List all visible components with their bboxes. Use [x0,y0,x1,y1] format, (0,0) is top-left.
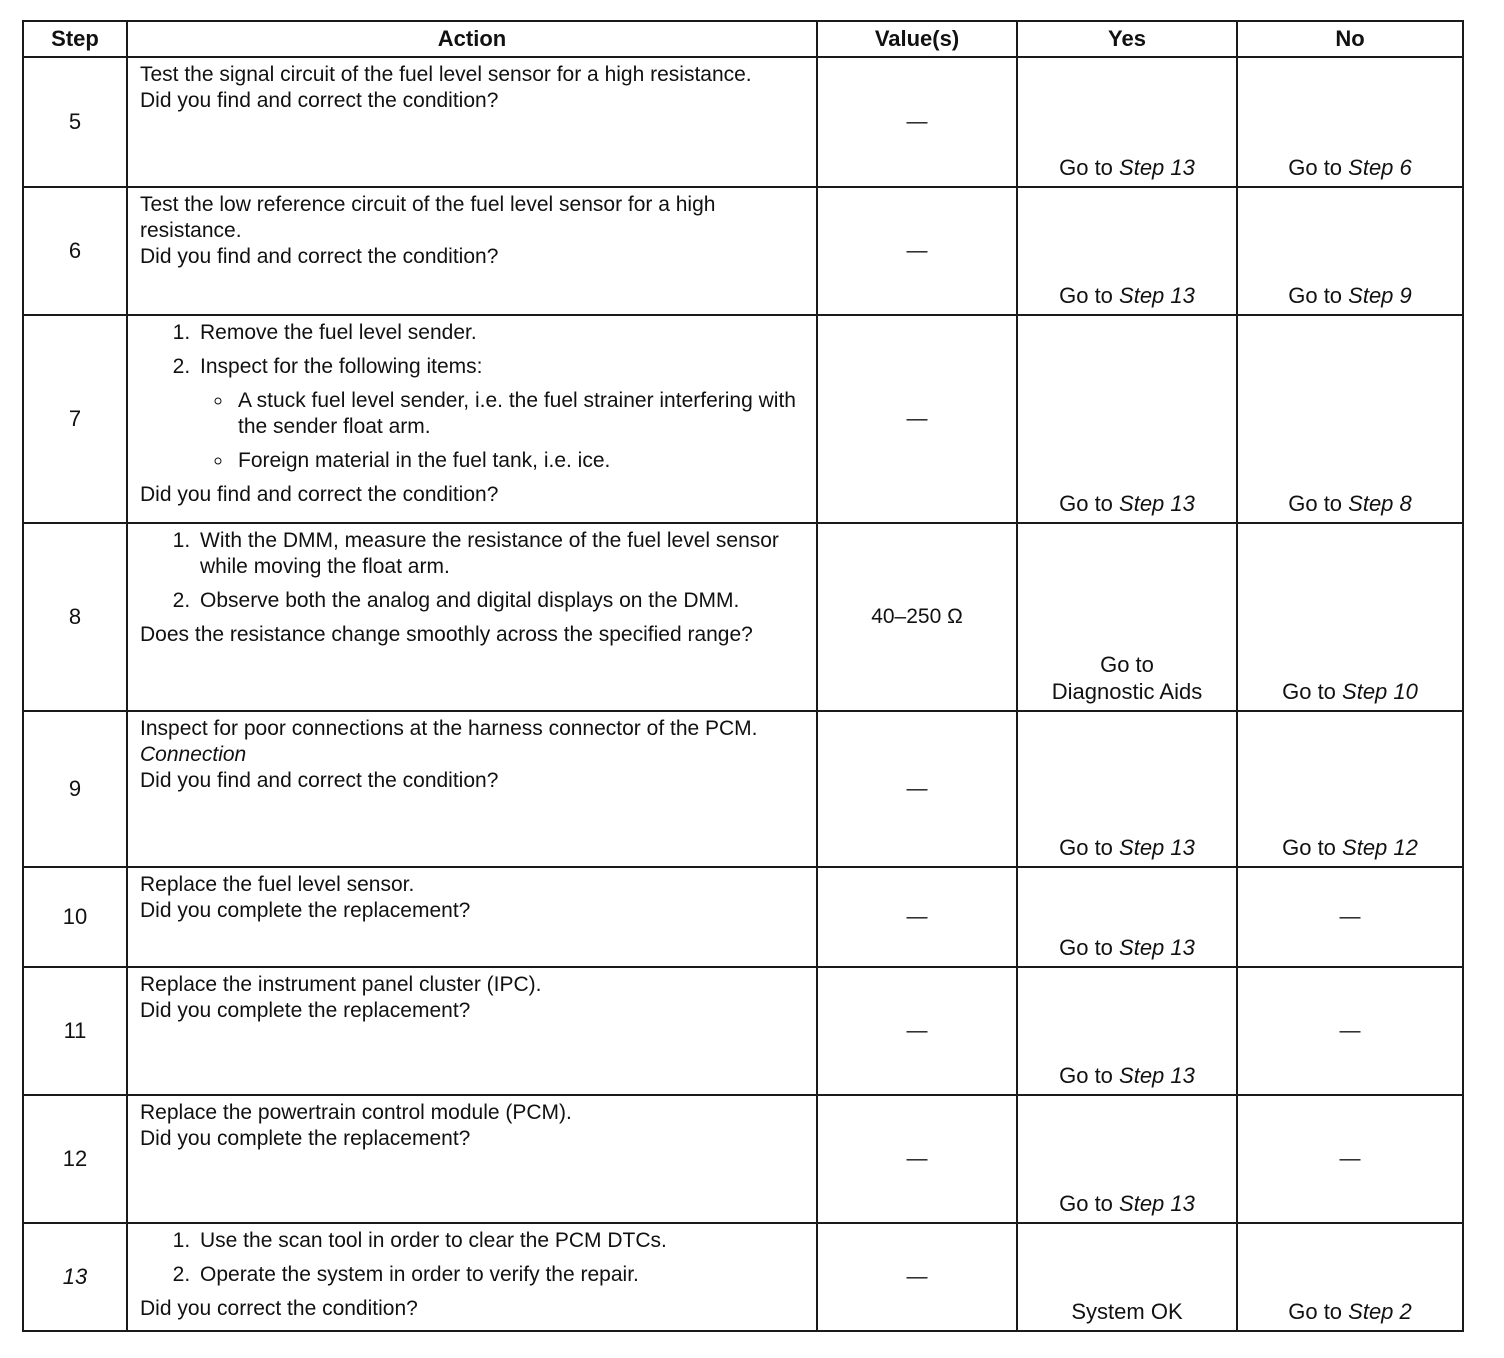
action-text: Replace the fuel level sensor. [140,873,415,896]
table-row [23,315,1463,523]
action-text: Inspect for poor connections at the harness connector of the PCM. [140,717,758,740]
header-no: No [1237,21,1463,57]
yes-prefix: Go to [1059,835,1120,860]
no-prefix: Go to [1288,155,1349,180]
step-number: 8 [23,523,127,711]
question-text: Did you complete the replacement? [140,899,471,922]
yes-cell [1017,967,1237,1095]
no-prefix: Go to [1282,679,1343,704]
table-row [23,1223,1463,1331]
action-cell [127,57,817,187]
yes-step-ref: Step 13 [1119,935,1195,960]
no-cell [1237,1223,1463,1331]
yes-step-ref: Step 13 [1119,491,1195,516]
yes-step-ref: Step 13 [1119,283,1195,308]
no-cell [1237,523,1463,711]
no-cell [1237,187,1463,315]
yes-cell [1017,315,1237,523]
yes-cell [1017,187,1237,315]
yes-prefix: Go to [1059,1191,1120,1216]
yes-prefix: Go to [1059,155,1120,180]
yes-prefix: Go to [1059,935,1120,960]
step-number: 9 [23,711,127,867]
numbered-list [140,1228,806,1288]
step-number: 10 [23,867,127,967]
value-cell: — [817,967,1017,1095]
table-row [23,57,1463,187]
no-step-ref: Step 9 [1348,283,1412,308]
no-prefix: Go to [1288,491,1349,516]
value-cell: — [817,1095,1017,1223]
header-values: Value(s) [817,21,1017,57]
value-cell: — [817,187,1017,315]
numbered-list [140,528,806,614]
no-step-ref: Step 6 [1348,155,1412,180]
question-text: Did you find and correct the condition? [140,245,499,268]
list-item-text: Inspect for the following items: [200,355,483,378]
bullet-item: ◦ A stuck fuel level sender, i.e. the fuel strainer interfering with the sender float arm. [234,388,806,440]
table-row [23,967,1463,1095]
no-cell [1237,57,1463,187]
list-item: 2. Operate the system in order to verify the repair. [196,1262,806,1288]
value-cell: 40–250 Ω [817,523,1017,711]
action-text: Replace the instrument panel cluster (IPC). [140,973,542,996]
step-number: 12 [23,1095,127,1223]
no-cell [1237,315,1463,523]
yes-step-ref: Step 13 [1119,1191,1195,1216]
no-step-ref: Step 2 [1348,1299,1412,1324]
no-cell: — [1237,867,1463,967]
value-cell: — [817,315,1017,523]
yes-text-line-1: Go to [1100,652,1154,677]
yes-prefix: Go to [1059,283,1120,308]
question-text: Did you find and correct the condition? [140,769,499,792]
step-number: 7 [23,315,127,523]
action-text: Test the low reference circuit of the fuel level sensor for a high resistance. [140,193,716,242]
action-cell [127,1095,817,1223]
yes-cell [1017,867,1237,967]
action-cell [127,711,817,867]
no-prefix: Go to [1288,1299,1349,1324]
no-step-ref: Step 10 [1342,679,1418,704]
value-cell: — [817,711,1017,867]
yes-step-ref: Step 13 [1119,155,1195,180]
question-text: Did you find and correct the condition? [140,89,499,112]
action-cell [127,187,817,315]
action-cell [127,867,817,967]
question-text: Did you find and correct the condition? [140,483,499,506]
yes-cell [1017,523,1237,711]
yes-cell: System OK [1017,1223,1237,1331]
numbered-list [140,320,806,474]
no-prefix: Go to [1288,283,1349,308]
yes-step-ref: Step 13 [1119,835,1195,860]
yes-step-ref: Step 13 [1119,1063,1195,1088]
question-text: Did you complete the replacement? [140,999,471,1022]
action-cell [127,967,817,1095]
action-text: Replace the powertrain control module (PCM). [140,1101,572,1124]
no-cell: — [1237,1095,1463,1223]
table-row [23,187,1463,315]
value-cell: — [817,867,1017,967]
list-item: 1. Remove the fuel level sender. [196,320,806,346]
header-row [23,21,1463,57]
list-item: 1. With the DMM, measure the resistance of the fuel level sensor while moving the float arm. [196,528,806,580]
step-number: 6 [23,187,127,315]
no-step-ref: Step 8 [1348,491,1412,516]
table-row [23,523,1463,711]
yes-cell [1017,711,1237,867]
action-text: Test the signal circuit of the fuel level sensor for a high resistance. [140,63,752,86]
no-prefix: Go to [1282,835,1343,860]
yes-cell [1017,57,1237,187]
no-cell [1237,711,1463,867]
list-item: 1. Use the scan tool in order to clear the PCM DTCs. [196,1228,806,1254]
action-cell [127,523,817,711]
yes-text-line-2: Diagnostic Aids [1051,679,1203,704]
list-item: 2. Observe both the analog and digital displays on the DMM. [196,588,806,614]
value-cell: — [817,57,1017,187]
bullet-list [200,388,806,474]
no-step-ref: Step 12 [1342,835,1418,860]
table-row [23,1095,1463,1223]
question-text: Did you complete the replacement? [140,1127,471,1150]
table-row [23,867,1463,967]
header-yes: Yes [1017,21,1237,57]
question-text: Did you correct the condition? [140,1297,418,1320]
action-cell [127,315,817,523]
value-cell: — [817,1223,1017,1331]
yes-cell [1017,1095,1237,1223]
no-cell: — [1237,967,1463,1095]
step-number: 5 [23,57,127,187]
header-action: Action [127,21,817,57]
list-item [196,354,806,474]
bullet-item: ◦ Foreign material in the fuel tank, i.e. ice. [234,448,806,474]
header-step: Step [23,21,127,57]
yes-prefix: Go to [1059,1063,1120,1088]
yes-prefix: Go to [1059,491,1120,516]
action-italic-text: Connection [140,743,247,766]
step-number: 11 [23,967,127,1095]
step-number: 13 [23,1223,127,1331]
question-text: Does the resistance change smoothly across the specified range? [140,623,753,646]
table-row [23,711,1463,867]
action-cell [127,1223,817,1331]
diagnostic-table [22,20,1464,1332]
